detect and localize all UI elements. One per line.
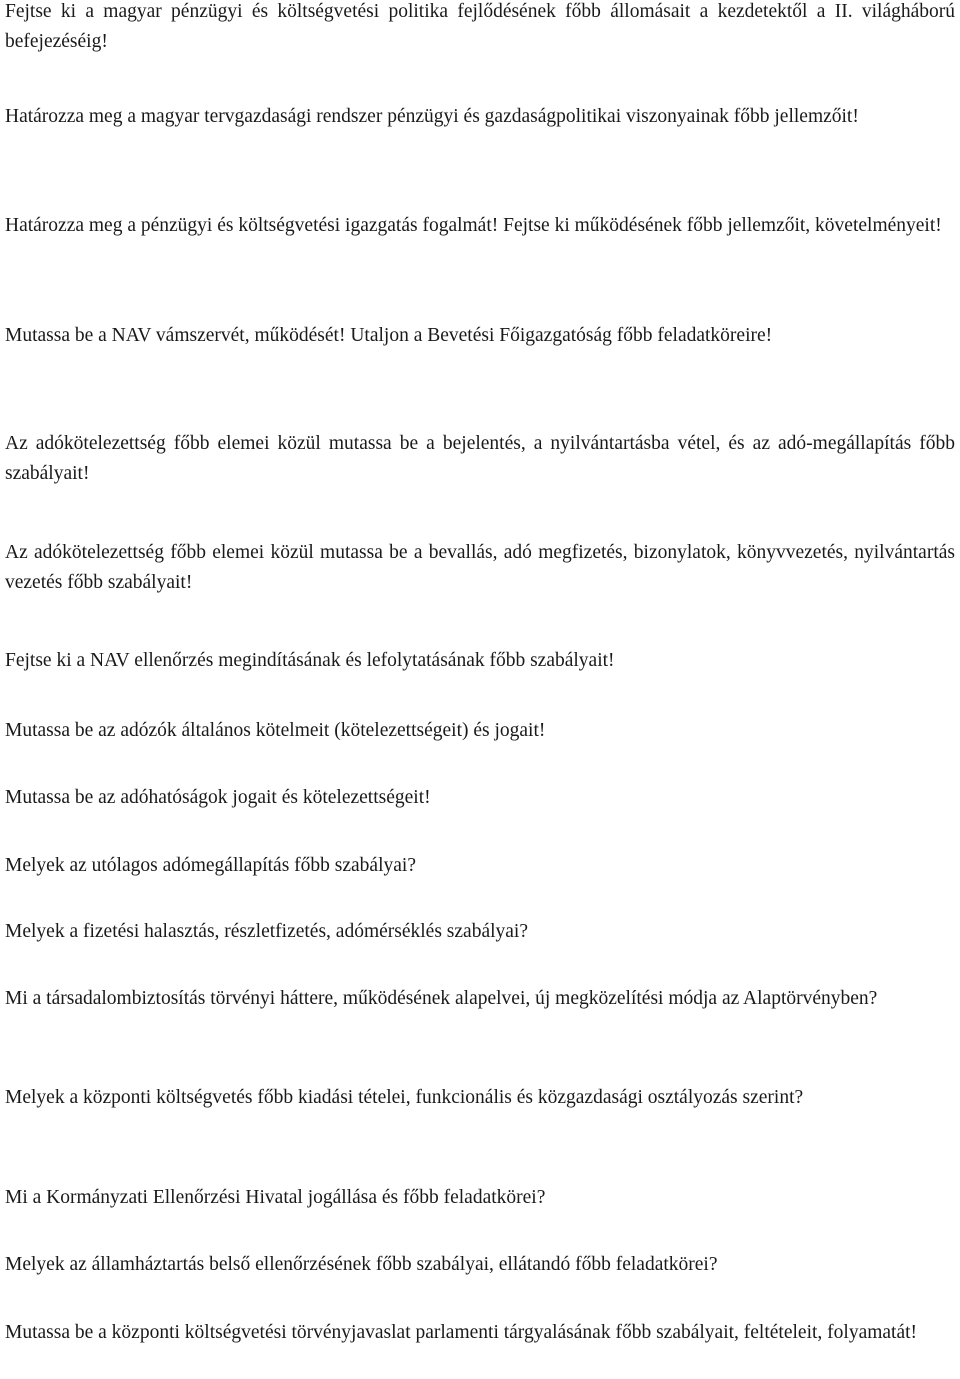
question-item-8: Mutassa be az adózók általános kötelmeit (kötelezettségeit) és jogait! <box>5 720 546 741</box>
question-item-7: Fejtse ki a NAV ellenőrzés megindításának és lefolytatásának főbb szabályait! <box>5 650 615 671</box>
question-item-15: Melyek az államháztartás belső ellenőrzésének főbb szabályai, ellátandó főbb feladatkörei? <box>5 1254 718 1275</box>
question-item-14: Mi a Kormányzati Ellenőrzési Hivatal jogállása és főbb feladatkörei? <box>5 1187 546 1208</box>
question-item-10: Melyek az utólagos adómegállapítás főbb szabályai? <box>5 855 416 876</box>
question-item-1: Fejtse ki a magyar pénzügyi és költségvetési politika fejlődésének főbb állomásait a kezdetektől a II. világháború befejezéséig! <box>5 1 955 52</box>
question-item-4: Mutassa be a NAV vámszervét, működését! Utaljon a Bevetési Főigazgatóság főbb feladatköreire! <box>5 325 773 346</box>
question-item-9: Mutassa be az adóhatóságok jogait és kötelezettségeit! <box>5 787 431 808</box>
question-item-6: Az adókötelezettség főbb elemei közül mutassa be a bevallás, adó megfizetés, bizonylatok, könyvvezetés, nyilvántartás vezetés főbb szabályait! <box>5 542 955 593</box>
question-item-13: Melyek a központi költségvetés főbb kiadási tételei, funkcionális és közgazdasági osztályozás szerint? <box>5 1087 804 1108</box>
question-item-12: Mi a társadalombiztosítás törvényi háttere, működésének alapelvei, új megközelítési módja az Alaptörvényben? <box>5 988 878 1009</box>
question-item-3: Határozza meg a pénzügyi és költségvetési igazgatás fogalmát! Fejtse ki működésének főbb jellemzőit, követelményeit! <box>5 215 942 236</box>
question-item-5: Az adókötelezettség főbb elemei közül mutassa be a bejelentés, a nyilvántartásba vétel, és az adó-megállapítás főbb szabályait! <box>5 433 955 484</box>
question-item-16: Mutassa be a központi költségvetési törvényjavaslat parlamenti tárgyalásának főbb szabályait, feltételeit, folyamatát! <box>5 1322 918 1343</box>
question-item-2: Határozza meg a magyar tervgazdasági rendszer pénzügyi és gazdaságpolitikai viszonyainak főbb jellemzőit! <box>5 106 859 127</box>
question-item-11: Melyek a fizetési halasztás, részletfizetés, adómérséklés szabályai? <box>5 921 528 942</box>
